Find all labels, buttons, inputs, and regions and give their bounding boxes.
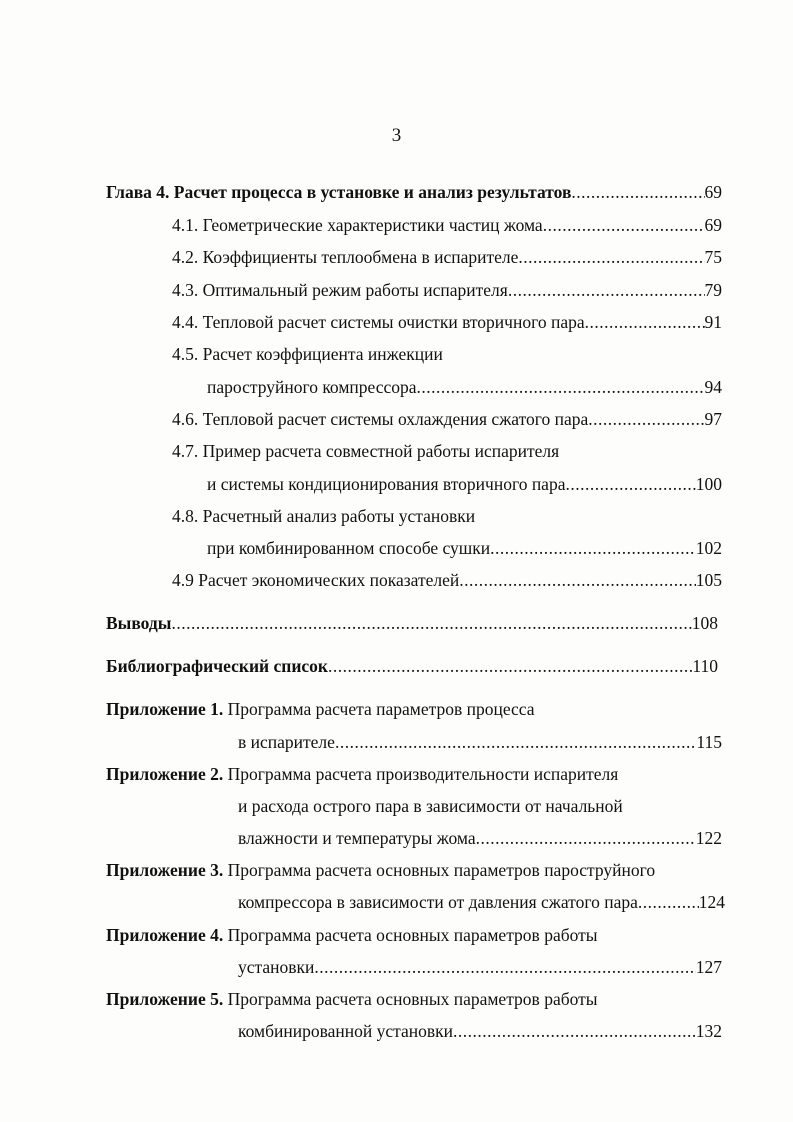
section-title: 4.2. Коэффициенты теплообмена в испарителе <box>172 247 519 267</box>
leader-dots <box>638 890 699 914</box>
toc-entry-conclusions[interactable] <box>106 611 718 635</box>
page-ref: 124 <box>698 892 725 912</box>
toc-entry-section-line1[interactable] <box>172 504 722 528</box>
toc-entry-section[interactable] <box>172 310 722 334</box>
leader-dots <box>565 472 695 496</box>
toc-entry-section[interactable] <box>172 245 722 269</box>
toc-entry-appendix-line1[interactable] <box>106 858 726 882</box>
appendix-title-cont: и расхода острого пара в зависимости от начальной <box>238 796 623 816</box>
page-ref: 100 <box>695 474 722 494</box>
appendix-title-cont: в испарителе <box>238 732 335 752</box>
appendix-title: Программа расчета параметров процесса <box>227 699 535 719</box>
page-ref: 102 <box>695 538 722 558</box>
page-ref: 127 <box>695 957 722 977</box>
page-ref: 110 <box>692 656 718 676</box>
section-title-cont: пароструйного компрессора <box>207 377 417 397</box>
toc-entry-appendix-line1[interactable] <box>106 697 722 721</box>
toc-entry-appendix-line2[interactable] <box>238 1019 722 1043</box>
appendix-title: Программа расчета основных параметров работы <box>227 925 598 945</box>
leader-dots <box>571 180 704 204</box>
page-ref: 69 <box>704 215 722 235</box>
chapter-title: Глава 4. Расчет процесса в установке и анализ результатов <box>106 182 572 202</box>
toc-entry-chapter4[interactable] <box>106 180 722 204</box>
page-ref: 91 <box>704 312 722 332</box>
leader-dots <box>490 536 696 560</box>
toc-entry-bibliography[interactable] <box>106 654 718 678</box>
page-ref: 94 <box>704 377 722 397</box>
page-ref: 97 <box>704 409 722 429</box>
page-number: 3 <box>391 125 402 146</box>
appendix-title: Программа расчета основных параметров пароструйного <box>227 860 656 880</box>
section-title-cont: при комбинированном способе сушки <box>207 538 491 558</box>
appendix-label: Приложение 3. <box>106 860 224 880</box>
conclusions-title: Выводы <box>106 613 172 633</box>
toc-entry-appendix-line3[interactable] <box>238 826 722 850</box>
toc-entry-section[interactable] <box>172 213 722 237</box>
toc-entry-appendix-line2[interactable] <box>238 955 722 979</box>
toc-entry-section-line1[interactable] <box>172 342 722 366</box>
section-title: 4.4. Тепловой расчет системы очистки вторичного пара <box>172 312 585 332</box>
bibliography-title: Библиографический список <box>106 656 329 676</box>
appendix-title: Программа расчета основных параметров работы <box>227 989 598 1009</box>
section-title: 4.7. Пример расчета совместной работы испарителя <box>172 441 560 461</box>
page-ref: 79 <box>704 280 722 300</box>
toc-entry-section[interactable] <box>172 278 722 302</box>
leader-dots <box>476 826 696 850</box>
page-ref: 122 <box>695 828 722 848</box>
leader-dots <box>453 1019 696 1043</box>
page-ref: 115 <box>696 732 722 752</box>
toc-entry-appendix-line2[interactable] <box>238 730 722 754</box>
page-ref: 105 <box>695 570 722 590</box>
leader-dots <box>588 407 704 431</box>
appendix-label: Приложение 2. <box>106 764 224 784</box>
toc-entry-section[interactable] <box>172 407 722 431</box>
leader-dots <box>171 611 691 635</box>
page-ref: 75 <box>704 247 722 267</box>
toc-entry-section[interactable] <box>172 568 722 592</box>
appendix-title-cont: компрессора в зависимости от давления сжатого пара <box>238 892 638 912</box>
toc-entry-appendix-line2[interactable] <box>238 794 722 818</box>
page-ref: 108 <box>691 613 718 633</box>
appendix-title: Программа расчета производительности испарителя <box>227 764 619 784</box>
toc-entry-section-line2[interactable] <box>207 536 722 560</box>
appendix-title-cont: комбинированной установки <box>238 1021 454 1041</box>
section-title: 4.6. Тепловой расчет системы охлаждения сжатого пара <box>172 409 589 429</box>
leader-dots <box>459 568 696 592</box>
leader-dots <box>417 375 705 399</box>
leader-dots <box>585 310 705 334</box>
leader-dots <box>335 730 696 754</box>
appendix-title-cont: установки <box>238 957 315 977</box>
appendix-label: Приложение 4. <box>106 925 224 945</box>
leader-dots <box>314 955 695 979</box>
appendix-label: Приложение 5. <box>106 989 224 1009</box>
section-title: 4.9 Расчет экономических показателей <box>172 570 460 590</box>
toc-entry-appendix-line1[interactable] <box>106 762 722 786</box>
leader-dots <box>518 245 704 269</box>
section-title: 4.8. Расчетный анализ работы установки <box>172 506 476 526</box>
toc-entry-appendix-line2[interactable] <box>238 890 725 914</box>
leader-dots <box>543 213 705 237</box>
section-title: 4.1. Геометрические характеристики частиц жома <box>172 215 543 235</box>
leader-dots <box>508 278 705 302</box>
toc-entry-appendix-line1[interactable] <box>106 923 722 947</box>
section-title-cont: и системы кондиционирования вторичного пара <box>207 474 566 494</box>
section-title: 4.5. Расчет коэффициента инжекции <box>172 344 443 364</box>
toc-entry-section-line2[interactable] <box>207 375 722 399</box>
section-title: 4.3. Оптимальный режим работы испарителя <box>172 280 508 300</box>
toc-entry-section-line1[interactable] <box>172 439 722 463</box>
appendix-title-cont: влажности и температуры жома <box>238 828 476 848</box>
page-ref: 69 <box>704 182 722 202</box>
toc-entry-appendix-line1[interactable] <box>106 987 722 1011</box>
appendix-label: Приложение 1. <box>106 699 224 719</box>
toc-entry-section-line2[interactable] <box>207 472 722 496</box>
page-ref: 132 <box>695 1021 722 1041</box>
leader-dots <box>328 654 692 678</box>
